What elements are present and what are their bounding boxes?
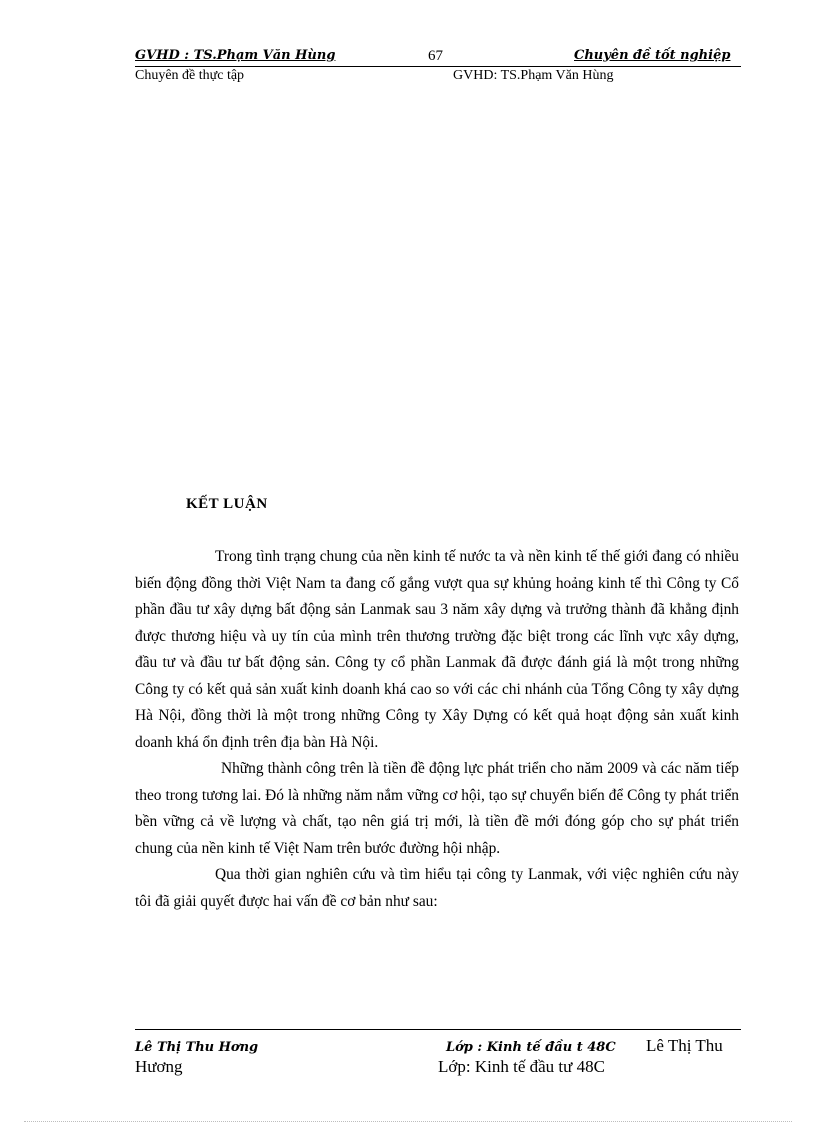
header-advisor-script: GVHD : TS.Phạm Văn Hùng [135,48,336,63]
body-text [135,544,739,915]
header-page-number: 67 [428,48,443,64]
footer-class-script: Lớp : Kinh tế đầu t 48C [446,1040,616,1055]
header-course-label: Chuyên đề thực tập [135,68,245,83]
footer-author-script: Lê Thị Thu Hơng [135,1040,259,1055]
header-advisor-label: GVHD: TS.Phạm Văn Hùng [453,68,614,83]
header-rule [135,66,741,67]
footer-author-name-part2: Hương [135,1057,183,1076]
paragraph-2: Những thành công trên là tiền đề động lực phát triển cho năm 2009 và các năm tiếp theo trong tương lai. Đó là những năm nắm vững cơ hội, tạo sự chuyển biến để Công ty phát triển bền vững cả về lượng và chất, tạo nên giá trị mới, là tiền đề mới đóng góp cho sự phát triển chung của nền kinh tế Việt Nam trên bước đường hội nhập. [135,760,739,857]
footer-class-label: Lớp: Kinh tế đầu tư 48C [438,1057,605,1076]
header-thesis-script: Chuyên đề tốt nghiệp [574,48,731,63]
footer-rule [135,1029,741,1030]
page-bottom-dotted-line [24,1121,792,1122]
section-title: KẾT LUẬN [186,496,268,512]
paragraph-1: Trong tình trạng chung của nền kinh tế nước ta và nền kinh tế thế giới đang có nhiều biến động đồng thời Việt Nam ta đang cố gắng vượt qua sự khủng hoảng kinh tế thì Công ty Cổ phần đầu tư xây dựng bất động sản Lanmak sau 3 năm xây dựng và trưởng thành đã khẳng định được thương hiệu và uy tín của mình trên thương trường đặc biệt trong các lĩnh vực xây dựng, đầu tư và đầu tư bất động sản. Công ty cổ phần Lanmak đã được đánh giá là một trong những Công ty có kết quả sản xuất kinh doanh khá cao so với các chi nhánh của Tổng Công ty xây dựng Hà Nội, đồng thời là một trong những Công ty Xây Dựng có kết quả hoạt động sản xuất kinh doanh khá ổn định trên địa bàn Hà Nội. [135,548,739,751]
paragraph-3: Qua thời gian nghiên cứu và tìm hiểu tại công ty Lanmak, với việc nghiên cứu này tôi đã giải quyết được hai vấn đề cơ bản như sau: [135,866,739,910]
footer-author-name-part1: Lê Thị Thu [646,1036,723,1055]
